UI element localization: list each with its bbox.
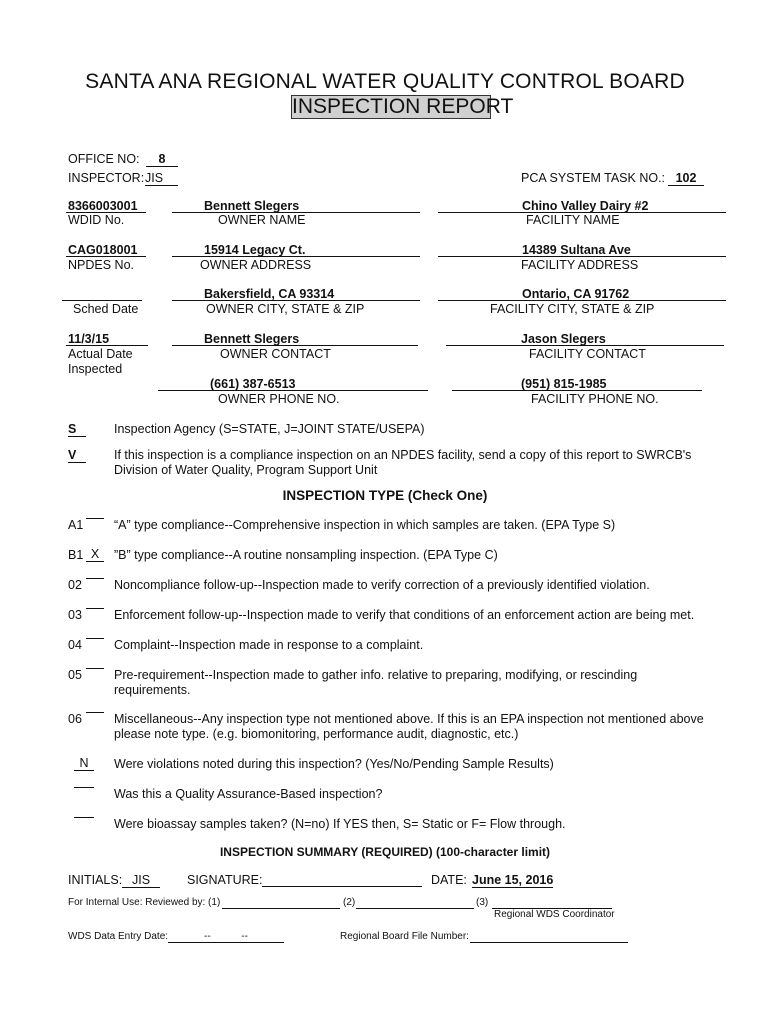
owner-city-value[interactable]: Bakersfield, CA 93314 — [204, 287, 335, 301]
actual-date-value[interactable]: 11/3/15 — [68, 332, 110, 346]
sched-date-label: Sched Date — [73, 302, 139, 316]
owner-contact-value[interactable]: Bennett Slegers — [204, 332, 300, 346]
agency-mark[interactable]: S — [68, 422, 86, 437]
facility-phone-label: FACILITY PHONE NO. — [531, 392, 659, 406]
owner-name-value[interactable]: Bennett Slegers — [204, 199, 300, 213]
type-05-text-line2: requirements. — [114, 683, 191, 697]
type-04-code: 04 — [68, 638, 82, 652]
npdes-value[interactable]: CAG018001 — [68, 243, 138, 257]
npdes-note-line1: If this inspection is a compliance inspection on an NPDES facility, send a copy of this report to SWRCB's — [114, 448, 692, 462]
page-title: SANTA ANA REGIONAL WATER QUALITY CONTROL BOARD — [85, 70, 685, 93]
summary-heading: INSPECTION SUMMARY (REQUIRED) (100-character limit) — [219, 845, 551, 859]
type-06-text-line1: Miscellaneous--Any inspection type not mentioned above. If this is an EPA inspection not mentioned above — [114, 712, 704, 726]
type-a1-text: “A” type compliance--Comprehensive inspection in which samples are taken. (EPA Type S) — [114, 518, 616, 532]
reviewer-2-label: (2) — [343, 897, 356, 908]
wdid-value[interactable]: 8366003001 — [68, 199, 138, 213]
date-value[interactable]: June 15, 2016 — [472, 873, 554, 887]
type-b1-text: ”B” type compliance--A routine nonsampling inspection. (EPA Type C) — [114, 548, 498, 562]
signature-label: SIGNATURE: — [187, 873, 263, 887]
initials-label: INITIALS: — [68, 873, 123, 887]
type-03-checkbox[interactable] — [86, 608, 104, 609]
owner-address-label: OWNER ADDRESS — [200, 258, 312, 272]
type-b1-code: B1 — [68, 548, 84, 562]
type-b1-checkbox[interactable]: X — [86, 548, 104, 562]
facility-address-value[interactable]: 14389 Sultana Ave — [522, 243, 631, 257]
bioassay-question: Were bioassay samples taken? (N=no) If YES then, S= Static or F= Flow through. — [114, 817, 566, 831]
npdes-label: NPDES No. — [68, 258, 134, 272]
facility-city-label: FACILITY CITY, STATE & ZIP — [490, 302, 655, 316]
type-03-code: 03 — [68, 608, 82, 622]
type-06-code: 06 — [68, 712, 82, 726]
reviewer-3-field[interactable] — [492, 896, 612, 908]
type-a1-code: A1 — [68, 518, 84, 532]
type-04-checkbox[interactable] — [86, 638, 104, 639]
file-number-field[interactable] — [470, 930, 628, 942]
qa-answer[interactable] — [74, 787, 94, 788]
signature-field[interactable] — [262, 872, 422, 886]
facility-phone-value[interactable]: (951) 815-1985 — [521, 377, 607, 391]
wds-entry-value[interactable]: -- -- — [168, 931, 284, 943]
violations-answer[interactable]: N — [74, 757, 94, 771]
npdes-note-line2: Division of Water Quality, Program Support Unit — [114, 463, 378, 477]
bioassay-answer[interactable] — [74, 817, 94, 818]
office-label: OFFICE NO: — [68, 152, 140, 166]
type-02-code: 02 — [68, 578, 82, 592]
report-subtitle: INSPECTION REPORT — [292, 95, 514, 118]
npdes-note-mark[interactable]: V — [68, 448, 86, 463]
owner-city-label: OWNER CITY, STATE & ZIP — [206, 302, 365, 316]
inspector-label: INSPECTOR: — [68, 171, 145, 185]
wdid-label: WDID No. — [68, 213, 125, 227]
initials-value[interactable]: JIS — [122, 873, 160, 888]
reviewer-2-field[interactable] — [356, 896, 474, 908]
type-06-checkbox[interactable] — [86, 712, 104, 713]
date-label: DATE: — [431, 873, 467, 887]
file-number-label: Regional Board File Number: — [340, 931, 469, 942]
qa-question: Was this a Quality Assurance-Based inspection? — [114, 787, 383, 801]
reviewer-3-label: (3) — [476, 897, 489, 908]
agency-text: Inspection Agency (S=STATE, J=JOINT STATE/USEPA) — [114, 422, 425, 436]
type-02-text: Noncompliance follow-up--Inspection made to verify correction of a previously identified violation. — [114, 578, 650, 592]
owner-contact-label: OWNER CONTACT — [220, 347, 331, 361]
type-04-text: Complaint--Inspection made in response to a complaint. — [114, 638, 424, 652]
facility-contact-value[interactable]: Jason Slegers — [521, 332, 606, 346]
violations-question: Were violations noted during this inspection? (Yes/No/Pending Sample Results) — [114, 757, 554, 771]
type-05-code: 05 — [68, 668, 82, 682]
office-value[interactable]: 8 — [146, 152, 178, 167]
owner-name-label: OWNER NAME — [218, 213, 306, 227]
inspected-label: Inspected — [68, 362, 123, 376]
inspection-type-heading: INSPECTION TYPE (Check One) — [282, 488, 488, 503]
facility-address-label: FACILITY ADDRESS — [521, 258, 639, 272]
facility-name-label: FACILITY NAME — [526, 213, 620, 227]
pca-label: PCA SYSTEM TASK NO.: — [521, 171, 666, 185]
pca-value[interactable]: 102 — [668, 171, 704, 186]
facility-city-value[interactable]: Ontario, CA 91762 — [522, 287, 630, 301]
owner-phone-value[interactable]: (661) 387-6513 — [210, 377, 296, 391]
facility-name-value[interactable]: Chino Valley Dairy #2 — [522, 199, 649, 213]
type-02-checkbox[interactable] — [86, 578, 104, 579]
actual-date-label: Actual Date — [68, 347, 133, 361]
owner-phone-label: OWNER PHONE NO. — [218, 392, 340, 406]
type-06-text-line2: please note type. (e.g. biomonitoring, performance audit, diagnostic, etc.) — [114, 727, 519, 741]
wds-entry-label: WDS Data Entry Date: — [68, 931, 169, 942]
type-03-text: Enforcement follow-up--Inspection made to verify that conditions of an enforcement action are being met. — [114, 608, 695, 622]
type-05-checkbox[interactable] — [86, 668, 104, 669]
reviewer-1-field[interactable] — [222, 896, 340, 908]
type-05-text-line1: Pre-requirement--Inspection made to gather info. relative to preparing, modifying, or rescinding — [114, 668, 638, 682]
type-a1-checkbox[interactable] — [86, 518, 104, 519]
inspector-value[interactable]: JIS — [145, 171, 178, 186]
owner-address-value[interactable]: 15914 Legacy Ct. — [204, 243, 306, 257]
internal-review-label: For Internal Use: Reviewed by: (1) — [68, 897, 221, 908]
coordinator-label: Regional WDS Coordinator — [494, 909, 615, 920]
facility-contact-label: FACILITY CONTACT — [529, 347, 646, 361]
